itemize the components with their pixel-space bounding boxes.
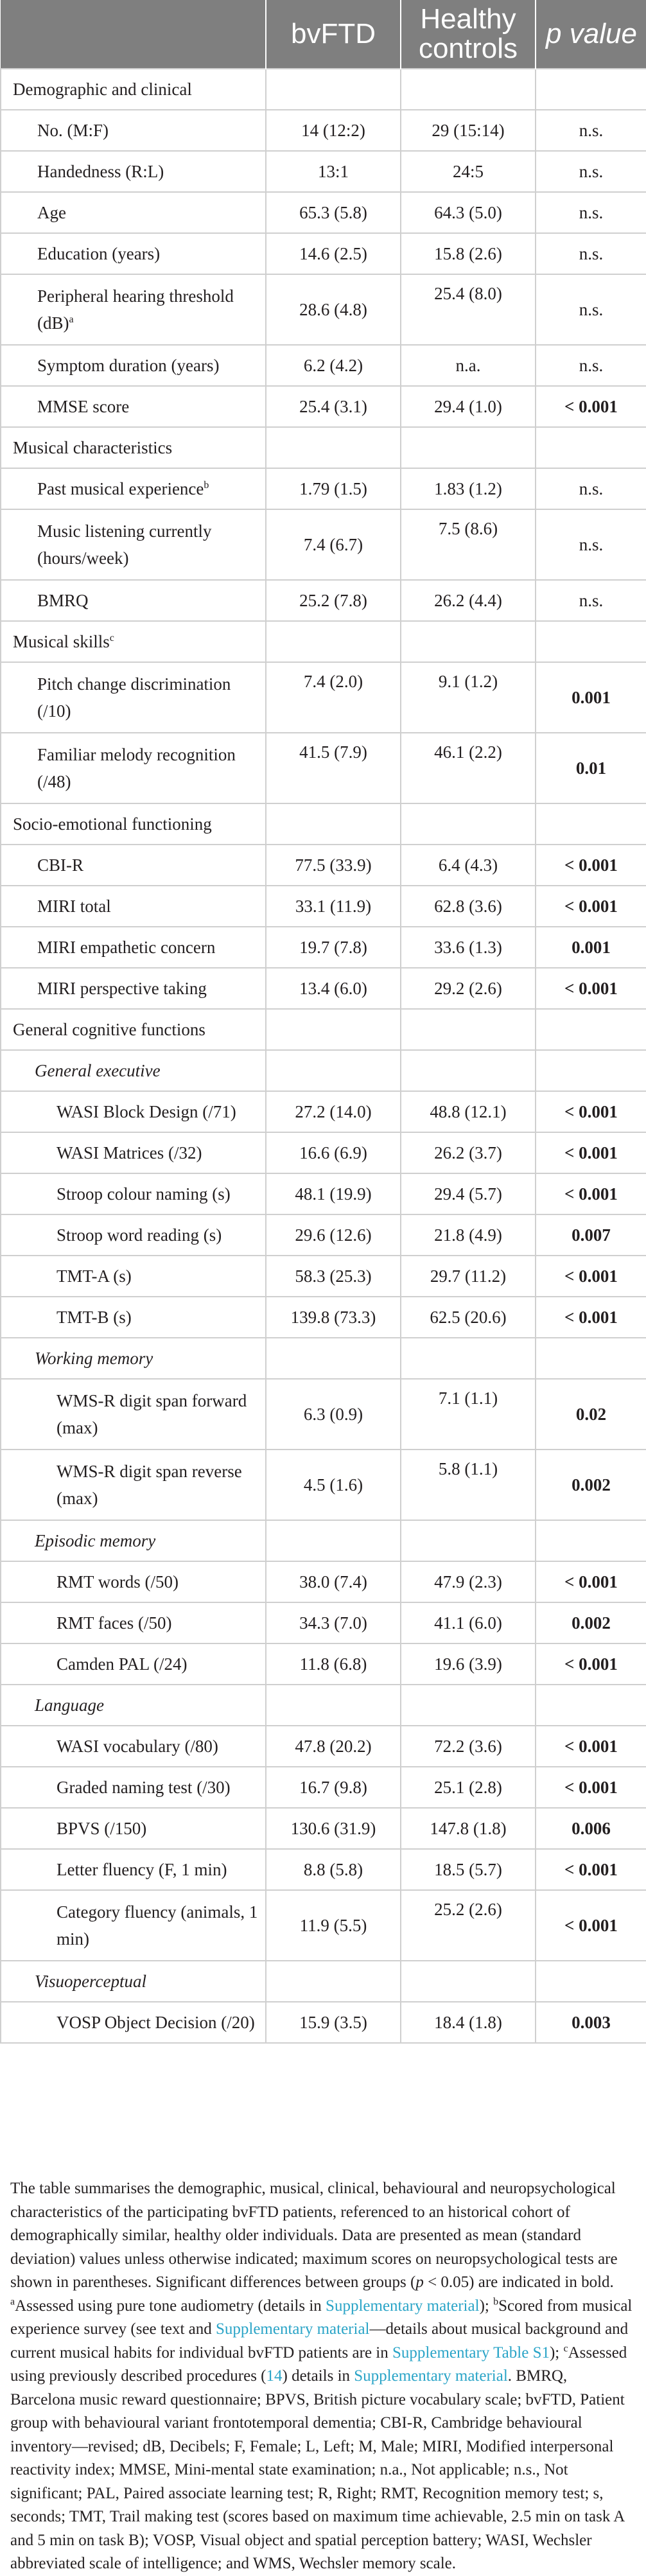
- control-value: 29.4 (5.7): [401, 1173, 536, 1214]
- p-value: < 0.001: [536, 1561, 646, 1602]
- footnote-text: Assessed using previously described procedures (: [10, 2344, 627, 2385]
- bvftd-value: 14.6 (2.5): [266, 233, 401, 274]
- row-label-cell: [1, 468, 266, 509]
- control-value: 72.2 (3.6): [401, 1726, 536, 1767]
- control-value: 62.5 (20.6): [401, 1297, 536, 1338]
- footnote-text: );: [479, 2297, 494, 2315]
- section-row: [1, 69, 646, 110]
- section-general-cognitive: General cognitive functions: [1, 1009, 266, 1050]
- bvftd-value: 15.9 (3.5): [266, 2002, 401, 2043]
- section-row: [1, 1009, 646, 1050]
- table-row: [1, 968, 646, 1009]
- section-musical-skills: Musical skills: [13, 632, 110, 651]
- bvftd-value: 8.8 (5.8): [266, 1849, 401, 1890]
- subsection-episodic-memory: Episodic memory: [1, 1520, 266, 1561]
- table-footnote: [10, 2177, 634, 2576]
- bvftd-value: 16.7 (9.8): [266, 1767, 401, 1808]
- row-label-cell: [1, 274, 266, 345]
- p-value: 0.006: [536, 1808, 646, 1849]
- p-value: < 0.001: [536, 1890, 646, 1961]
- bvftd-value: 6.2 (4.2): [266, 345, 401, 386]
- table-row: [1, 386, 646, 427]
- control-value: 62.8 (3.6): [401, 886, 536, 927]
- control-value: 29 (15:14): [401, 110, 536, 151]
- row-label: Camden PAL (/24): [1, 1643, 266, 1685]
- row-label: Stroop word reading (s): [1, 1214, 266, 1256]
- table-row: [1, 1214, 646, 1256]
- control-value: 18.5 (5.7): [401, 1849, 536, 1890]
- subsection-row: [1, 1685, 646, 1726]
- bvftd-value: 7.4 (6.7): [266, 509, 401, 580]
- table-row: [1, 1849, 646, 1890]
- header-bvftd: bvFTD: [266, 0, 401, 69]
- bvftd-value: 1.79 (1.5): [266, 468, 401, 509]
- row-label: Peripheral hearing threshold (dB): [37, 286, 234, 333]
- bvftd-value: 139.8 (73.3): [266, 1297, 401, 1338]
- subsection-language: Language: [1, 1685, 266, 1726]
- row-label: WMS-R digit span forward (max): [1, 1379, 266, 1450]
- control-value: 29.7 (11.2): [401, 1256, 536, 1297]
- table-row: [1, 1379, 646, 1450]
- row-label: Handedness (R:L): [1, 151, 266, 192]
- table-row: [1, 927, 646, 968]
- row-label: MMSE score: [1, 386, 266, 427]
- subsection-row: [1, 1050, 646, 1091]
- control-value: 41.1 (6.0): [401, 1602, 536, 1643]
- row-label: Stroop colour naming (s): [1, 1173, 266, 1214]
- row-label: MIRI perspective taking: [1, 968, 266, 1009]
- p-value: 0.001: [536, 662, 646, 733]
- p-value: 0.02: [536, 1379, 646, 1450]
- p-value: < 0.001: [536, 886, 646, 927]
- row-label: Age: [1, 192, 266, 233]
- table-row: [1, 1450, 646, 1520]
- control-value: 15.8 (2.6): [401, 233, 536, 274]
- control-value: 6.4 (4.3): [401, 845, 536, 886]
- control-value: 46.1 (2.2): [401, 733, 536, 803]
- row-label: Music listening currently (hours/week): [1, 509, 266, 580]
- p-value: < 0.001: [536, 1643, 646, 1685]
- section-demographic: Demographic and clinical: [1, 69, 266, 110]
- p-value: 0.007: [536, 1214, 646, 1256]
- control-value: 19.6 (3.9): [401, 1643, 536, 1685]
- row-label: Education (years): [1, 233, 266, 274]
- control-value: 25.2 (2.6): [401, 1890, 536, 1961]
- p-value: n.s.: [536, 151, 646, 192]
- row-label: Category fluency (animals, 1 min): [1, 1890, 266, 1961]
- p-value: < 0.001: [536, 1132, 646, 1173]
- footnote-italic-p: p: [415, 2274, 424, 2291]
- table-row: [1, 580, 646, 621]
- table-row: [1, 1132, 646, 1173]
- p-value: 0.01: [536, 733, 646, 803]
- control-value: 25.4 (8.0): [401, 274, 536, 345]
- control-value: 5.8 (1.1): [401, 1450, 536, 1520]
- control-value: 26.2 (4.4): [401, 580, 536, 621]
- p-value: < 0.001: [536, 1173, 646, 1214]
- control-value: 18.4 (1.8): [401, 2002, 536, 2043]
- header-healthy-controls: Healthy controls: [401, 0, 536, 69]
- footnote-text: < 0.05) are indicated in bold.: [423, 2274, 614, 2291]
- row-label: MIRI total: [1, 886, 266, 927]
- table-row: [1, 345, 646, 386]
- table-row: [1, 1643, 646, 1685]
- bvftd-value: 16.6 (6.9): [266, 1132, 401, 1173]
- bvftd-value: 41.5 (7.9): [266, 733, 401, 803]
- row-label: Familiar melody recognition (/48): [1, 733, 266, 803]
- subsection-visuoperceptual: Visuoperceptual: [1, 1961, 266, 2002]
- table-row: [1, 1561, 646, 1602]
- bvftd-value: 65.3 (5.8): [266, 192, 401, 233]
- p-value: 0.002: [536, 1602, 646, 1643]
- row-label: Symptom duration (years): [1, 345, 266, 386]
- subsection-row: [1, 1338, 646, 1379]
- table-header-row: [1, 0, 646, 69]
- bvftd-value: 19.7 (7.8): [266, 927, 401, 968]
- p-value: < 0.001: [536, 386, 646, 427]
- control-value: 26.2 (3.7): [401, 1132, 536, 1173]
- section-row: [1, 427, 646, 468]
- table-row: [1, 1726, 646, 1767]
- p-value: < 0.001: [536, 1726, 646, 1767]
- row-label: Letter fluency (F, 1 min): [1, 1849, 266, 1890]
- footnote-marker: c: [563, 2343, 568, 2354]
- bvftd-value: 11.9 (5.5): [266, 1890, 401, 1961]
- bvftd-value: 47.8 (20.2): [266, 1726, 401, 1767]
- footnote-marker: a: [69, 314, 74, 325]
- row-label: BMRQ: [1, 580, 266, 621]
- table-row: [1, 1173, 646, 1214]
- subsection-row: [1, 1961, 646, 2002]
- bvftd-value: 34.3 (7.0): [266, 1602, 401, 1643]
- row-label: MIRI empathetic concern: [1, 927, 266, 968]
- footnote-text: ) details in: [282, 2367, 354, 2385]
- table-row: [1, 1091, 646, 1132]
- control-value: 29.2 (2.6): [401, 968, 536, 1009]
- bvftd-value: 6.3 (0.9): [266, 1379, 401, 1450]
- control-value: 48.8 (12.1): [401, 1091, 536, 1132]
- p-value: < 0.001: [536, 1256, 646, 1297]
- section-musical-characteristics: Musical characteristics: [1, 427, 266, 468]
- p-value: n.s.: [536, 509, 646, 580]
- p-value: n.s.: [536, 468, 646, 509]
- table-row: [1, 1890, 646, 1961]
- table-row: [1, 274, 646, 345]
- row-label: WMS-R digit span reverse (max): [1, 1450, 266, 1520]
- table-row: [1, 733, 646, 803]
- table-row: [1, 1256, 646, 1297]
- p-value: 0.003: [536, 2002, 646, 2043]
- bvftd-value: 28.6 (4.8): [266, 274, 401, 345]
- p-value: n.s.: [536, 274, 646, 345]
- section-row: [1, 621, 646, 662]
- footnote-text: The table summarises the demographic, musical, clinical, behavioural and neuropsychological characteristics of the participating bvFTD patients, referenced to an historical cohort of demographically similar, healthy older individuals. Data are presented as mean (standard deviation) values unless otherwise indicated; maximum scores on neuropsychological tests are shown in parentheses. Significant differences between groups (: [10, 2180, 618, 2291]
- supplementary-material-link[interactable]: Supplementary material: [354, 2367, 508, 2385]
- p-value: n.s.: [536, 345, 646, 386]
- bvftd-value: 48.1 (19.9): [266, 1173, 401, 1214]
- bvftd-value: 33.1 (11.9): [266, 886, 401, 927]
- row-label: TMT-A (s): [1, 1256, 266, 1297]
- table-row: [1, 2002, 646, 2043]
- p-value: < 0.001: [536, 1091, 646, 1132]
- table-row: [1, 1297, 646, 1338]
- supplementary-material-link[interactable]: Supplementary material: [326, 2297, 480, 2315]
- table-row: [1, 509, 646, 580]
- p-value: < 0.001: [536, 1849, 646, 1890]
- control-value: 147.8 (1.8): [401, 1808, 536, 1849]
- table-row: [1, 886, 646, 927]
- row-label: WASI Matrices (/32): [1, 1132, 266, 1173]
- subsection-working-memory: Working memory: [1, 1338, 266, 1379]
- subsection-general-executive: General executive: [1, 1050, 266, 1091]
- row-label: WASI Block Design (/71): [1, 1091, 266, 1132]
- p-value: < 0.001: [536, 845, 646, 886]
- p-value: < 0.001: [536, 1297, 646, 1338]
- bvftd-value: 25.4 (3.1): [266, 386, 401, 427]
- footnote-text: );: [549, 2344, 564, 2361]
- section-socio-emotional: Socio-emotional functioning: [1, 803, 266, 845]
- control-value: 21.8 (4.9): [401, 1214, 536, 1256]
- control-value: 33.6 (1.3): [401, 927, 536, 968]
- bvftd-value: 4.5 (1.6): [266, 1450, 401, 1520]
- bvftd-value: 130.6 (31.9): [266, 1808, 401, 1849]
- row-label: Pitch change discrimination (/10): [1, 662, 266, 733]
- control-value: 25.1 (2.8): [401, 1767, 536, 1808]
- bvftd-value: 13:1: [266, 151, 401, 192]
- reference-link[interactable]: 14: [266, 2367, 283, 2385]
- table-row: [1, 1767, 646, 1808]
- table-row: [1, 1808, 646, 1849]
- footnote-marker: a: [10, 2296, 15, 2308]
- table-row: [1, 845, 646, 886]
- footnote-text: . BMRQ, Barcelona music reward questionnaire; BPVS, British picture vocabulary scale; bvFTD, Patient group with behavioural variant frontotemporal dementia; CBI-R, Cambridge behavioural inventory—revised; dB, Decibels; F, Female; L, Left; M, Male; MIRI, Modified interpersonal reactivity index; MMSE, Mini-mental state examination; n.a., Not applicable; n.s., Not significant; PAL, Paired associate learning test; R, Right; RMT, Recognition memory test; s, seconds; TMT, Trail making test (scores based on maximum time achievable, 2.5 min on task A and 5 min on task B); VOSP, Visual object and spatial perception battery; WASI, Wechsler abbreviated scale of intelligence; and WMS, Wechsler memory scale.: [10, 2367, 625, 2572]
- row-label: WASI vocabulary (/80): [1, 1726, 266, 1767]
- control-value: 7.5 (8.6): [401, 509, 536, 580]
- p-value: 0.002: [536, 1450, 646, 1520]
- p-value: n.s.: [536, 580, 646, 621]
- table-row: [1, 110, 646, 151]
- control-value: 29.4 (1.0): [401, 386, 536, 427]
- row-label: VOSP Object Decision (/20): [1, 2002, 266, 2043]
- p-value: n.s.: [536, 192, 646, 233]
- table-row: [1, 192, 646, 233]
- bvftd-value: 29.6 (12.6): [266, 1214, 401, 1256]
- control-value: 7.1 (1.1): [401, 1379, 536, 1450]
- footnote-text: Assessed using pure tone audiometry (details in: [15, 2297, 326, 2315]
- row-label: RMT faces (/50): [1, 1602, 266, 1643]
- supplementary-material-link[interactable]: Supplementary material: [215, 2320, 370, 2338]
- footnote-text: —details about musical background and current musical habits for individual bvFTD patients are in: [10, 2320, 629, 2361]
- control-value: n.a.: [401, 345, 536, 386]
- control-value: 24:5: [401, 151, 536, 192]
- subsection-row: [1, 1520, 646, 1561]
- row-label: RMT words (/50): [1, 1561, 266, 1602]
- bvftd-value: 58.3 (25.3): [266, 1256, 401, 1297]
- row-label: TMT-B (s): [1, 1297, 266, 1338]
- supplementary-table-link[interactable]: Supplementary Table S1: [392, 2344, 550, 2361]
- table-row: [1, 1602, 646, 1643]
- bvftd-value: 14 (12:2): [266, 110, 401, 151]
- table-row: [1, 468, 646, 509]
- table-row: [1, 233, 646, 274]
- footnote-marker: b: [204, 480, 209, 491]
- p-value: < 0.001: [536, 1767, 646, 1808]
- p-value: n.s.: [536, 110, 646, 151]
- row-label: BPVS (/150): [1, 1808, 266, 1849]
- row-label: Past musical experience: [37, 479, 204, 498]
- bvftd-value: 77.5 (33.9): [266, 845, 401, 886]
- bvftd-value: 25.2 (7.8): [266, 580, 401, 621]
- header-blank: [1, 0, 266, 69]
- control-value: 9.1 (1.2): [401, 662, 536, 733]
- control-value: 64.3 (5.0): [401, 192, 536, 233]
- section-cell: [1, 621, 266, 662]
- bvftd-value: 38.0 (7.4): [266, 1561, 401, 1602]
- p-value: < 0.001: [536, 968, 646, 1009]
- section-row: [1, 803, 646, 845]
- p-value: n.s.: [536, 233, 646, 274]
- footnote-text: Scored from musical experience survey (see text and: [10, 2297, 633, 2338]
- bvftd-value: 27.2 (14.0): [266, 1091, 401, 1132]
- footnote-marker: c: [109, 633, 114, 644]
- row-label: CBI-R: [1, 845, 266, 886]
- bvftd-value: 13.4 (6.0): [266, 968, 401, 1009]
- control-value: 47.9 (2.3): [401, 1561, 536, 1602]
- control-value: 1.83 (1.2): [401, 468, 536, 509]
- footnote-marker: b: [493, 2296, 499, 2308]
- row-label: No. (M:F): [1, 110, 266, 151]
- table-row: [1, 151, 646, 192]
- header-p-value: p value: [536, 0, 646, 69]
- p-value: 0.001: [536, 927, 646, 968]
- table-row: [1, 662, 646, 733]
- row-label: Graded naming test (/30): [1, 1767, 266, 1808]
- bvftd-value: 7.4 (2.0): [266, 662, 401, 733]
- bvftd-value: 11.8 (6.8): [266, 1643, 401, 1685]
